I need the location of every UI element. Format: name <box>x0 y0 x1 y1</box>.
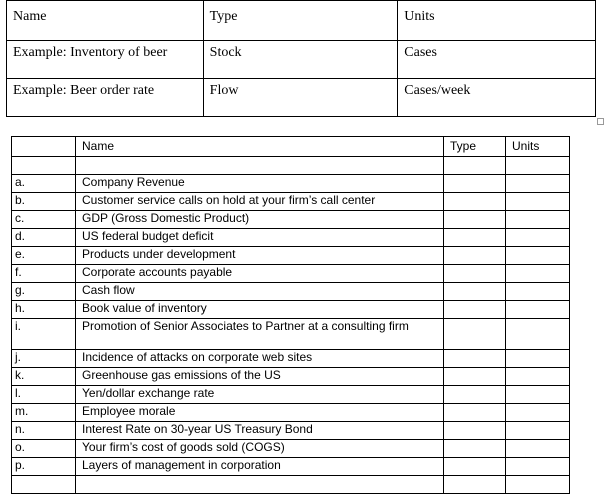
exercise-table <box>11 136 570 494</box>
blank-cell[interactable] <box>76 476 444 494</box>
item-name[interactable]: Products under development <box>76 247 444 265</box>
item-units-input[interactable] <box>506 350 570 368</box>
exercise-item-row <box>12 283 570 301</box>
exercise-item-row <box>12 404 570 422</box>
item-units-input[interactable] <box>506 319 570 350</box>
item-units-input[interactable] <box>506 301 570 319</box>
example-cell-type[interactable]: Stock <box>203 41 398 79</box>
exercise-item-row <box>12 368 570 386</box>
item-type-input[interactable] <box>444 301 506 319</box>
item-type-input[interactable] <box>444 404 506 422</box>
item-letter[interactable]: a. <box>12 175 76 193</box>
item-name[interactable]: Company Revenue <box>76 175 444 193</box>
item-letter[interactable]: e. <box>12 247 76 265</box>
item-type-input[interactable] <box>444 368 506 386</box>
item-units-input[interactable] <box>506 211 570 229</box>
example-cell-units[interactable]: Cases <box>398 41 596 79</box>
item-type-input[interactable] <box>444 440 506 458</box>
exercise-item-row <box>12 386 570 404</box>
item-type-input[interactable] <box>444 350 506 368</box>
item-type-input[interactable] <box>444 265 506 283</box>
exercise-item-row <box>12 229 570 247</box>
item-type-input[interactable] <box>444 247 506 265</box>
item-name[interactable]: Cash flow <box>76 283 444 301</box>
example-header-units[interactable]: Units <box>398 1 596 41</box>
item-name[interactable]: Greenhouse gas emissions of the US <box>76 368 444 386</box>
item-units-input[interactable] <box>506 458 570 476</box>
item-name[interactable]: Book value of inventory <box>76 301 444 319</box>
item-letter[interactable]: f. <box>12 265 76 283</box>
example-cell-units[interactable]: Cases/week <box>398 79 596 117</box>
item-name[interactable]: Interest Rate on 30-year US Treasury Bond <box>76 422 444 440</box>
item-letter[interactable]: p. <box>12 458 76 476</box>
item-type-input[interactable] <box>444 211 506 229</box>
exercise-item-row <box>12 175 570 193</box>
exercise-header-letter[interactable] <box>12 137 76 157</box>
item-name[interactable]: Yen/dollar exchange rate <box>76 386 444 404</box>
exercise-item-row <box>12 301 570 319</box>
item-letter[interactable]: h. <box>12 301 76 319</box>
item-type-input[interactable] <box>444 386 506 404</box>
example-row <box>7 79 596 117</box>
item-type-input[interactable] <box>444 422 506 440</box>
item-units-input[interactable] <box>506 283 570 301</box>
item-name[interactable]: Your firm’s cost of goods sold (COGS) <box>76 440 444 458</box>
item-units-input[interactable] <box>506 265 570 283</box>
item-name[interactable]: Incidence of attacks on corporate web sites <box>76 350 444 368</box>
item-letter[interactable]: k. <box>12 368 76 386</box>
exercise-item-row <box>12 422 570 440</box>
item-name[interactable]: Customer service calls on hold at your firm’s call center <box>76 193 444 211</box>
item-letter[interactable]: b. <box>12 193 76 211</box>
example-header-name[interactable]: Name <box>7 1 204 41</box>
blank-cell[interactable] <box>76 157 444 175</box>
exercise-item-row <box>12 458 570 476</box>
item-type-input[interactable] <box>444 319 506 350</box>
item-units-input[interactable] <box>506 368 570 386</box>
blank-cell[interactable] <box>444 157 506 175</box>
example-cell-name[interactable]: Example: Beer order rate <box>7 79 204 117</box>
item-letter[interactable]: g. <box>12 283 76 301</box>
exercise-item-row <box>12 193 570 211</box>
item-name[interactable]: Layers of management in corporation <box>76 458 444 476</box>
item-name[interactable]: Promotion of Senior Associates to Partner at a consulting firm <box>76 319 444 350</box>
item-units-input[interactable] <box>506 404 570 422</box>
example-cell-name[interactable]: Example: Inventory of beer <box>7 41 204 79</box>
item-type-input[interactable] <box>444 193 506 211</box>
example-table <box>6 0 596 117</box>
item-units-input[interactable] <box>506 247 570 265</box>
exercise-blank-row <box>12 157 570 175</box>
exercise-blank-row <box>12 476 570 494</box>
item-letter[interactable]: d. <box>12 229 76 247</box>
exercise-item-row <box>12 247 570 265</box>
blank-cell[interactable] <box>12 157 76 175</box>
exercise-item-row <box>12 440 570 458</box>
example-cell-type[interactable]: Flow <box>203 79 398 117</box>
exercise-item-row <box>12 350 570 368</box>
exercise-header-units[interactable]: Units <box>506 137 570 157</box>
exercise-item-row <box>12 211 570 229</box>
example-header-type[interactable]: Type <box>203 1 398 41</box>
item-type-input[interactable] <box>444 458 506 476</box>
item-units-input[interactable] <box>506 229 570 247</box>
item-units-input[interactable] <box>506 422 570 440</box>
item-units-input[interactable] <box>506 386 570 404</box>
item-type-input[interactable] <box>444 229 506 247</box>
exercise-item-row <box>12 319 570 350</box>
item-letter[interactable]: i. <box>12 319 76 350</box>
table-resize-handle[interactable] <box>597 118 604 125</box>
item-name[interactable]: US federal budget deficit <box>76 229 444 247</box>
item-name[interactable]: Employee morale <box>76 404 444 422</box>
item-letter[interactable]: l. <box>12 386 76 404</box>
exercise-item-row <box>12 265 570 283</box>
blank-cell[interactable] <box>444 476 506 494</box>
item-units-input[interactable] <box>506 440 570 458</box>
item-name[interactable]: GDP (Gross Domestic Product) <box>76 211 444 229</box>
exercise-header-type[interactable]: Type <box>444 137 506 157</box>
example-header-row <box>7 1 596 41</box>
blank-cell[interactable] <box>506 476 570 494</box>
exercise-header-name[interactable]: Name <box>76 137 444 157</box>
item-name[interactable]: Corporate accounts payable <box>76 265 444 283</box>
blank-cell[interactable] <box>506 157 570 175</box>
item-type-input[interactable] <box>444 283 506 301</box>
item-letter[interactable]: n. <box>12 422 76 440</box>
exercise-header-row <box>12 137 570 157</box>
item-units-input[interactable] <box>506 193 570 211</box>
item-letter[interactable]: c. <box>12 211 76 229</box>
item-type-input[interactable] <box>444 175 506 193</box>
example-row <box>7 41 596 79</box>
item-letter[interactable]: o. <box>12 440 76 458</box>
item-letter[interactable]: m. <box>12 404 76 422</box>
item-units-input[interactable] <box>506 175 570 193</box>
blank-cell[interactable] <box>12 476 76 494</box>
item-letter[interactable]: j. <box>12 350 76 368</box>
